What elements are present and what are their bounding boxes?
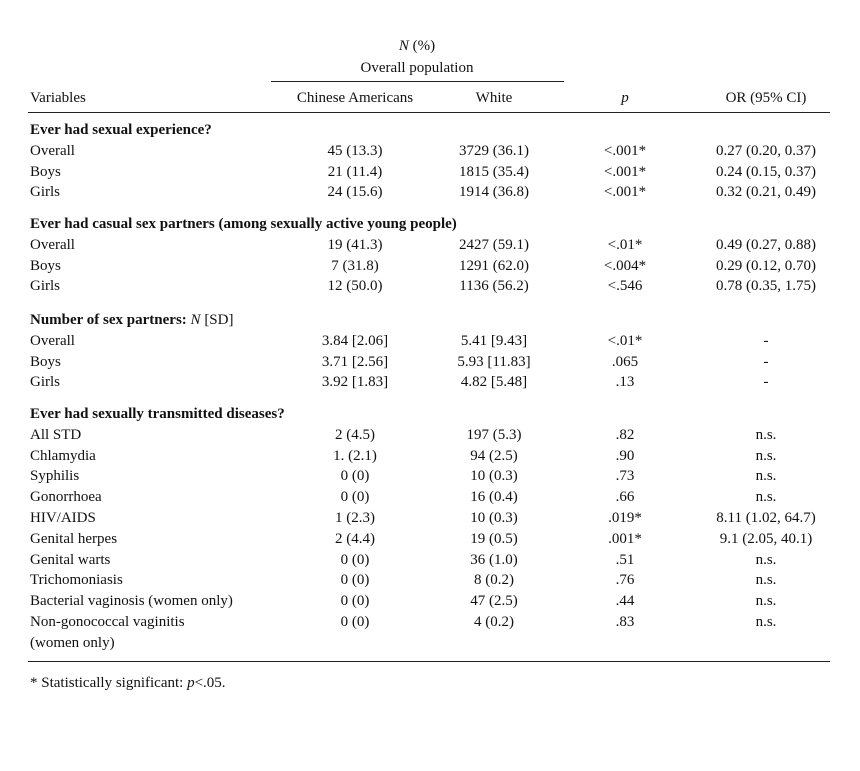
cell-or: n.s. (755, 572, 777, 589)
cell-chinese: 24 (15.6) (327, 184, 383, 201)
cell-p: <.004* (603, 257, 647, 274)
row-label: Girls (30, 374, 60, 391)
row-label: Gonorrhoea (30, 489, 102, 506)
cell-p: .065 (611, 353, 639, 370)
cell-white: 47 (2.5) (470, 593, 518, 610)
row-label: Non-gonococcal vaginitis (30, 614, 185, 630)
section-title (30, 311, 233, 329)
cell-p: .73 (615, 468, 635, 485)
cell-or: - (763, 374, 769, 391)
cell-chinese: 0 (0) (340, 551, 370, 568)
cell-chinese: 12 (50.0) (327, 278, 383, 295)
col-header-or: OR (95% CI) (725, 90, 807, 106)
cell-or: 0.49 (0.27, 0.88) (716, 236, 816, 253)
cell-white: 5.41 [9.43] (460, 332, 528, 349)
footnote-part: p (187, 675, 195, 691)
cell-chinese: 21 (11.4) (327, 163, 383, 180)
cell-p: <.546 (607, 278, 643, 295)
row-label: Boys (30, 353, 61, 370)
cell-or: 0.32 (0.21, 0.49) (716, 184, 816, 201)
group-header-pct: (%) (408, 38, 436, 54)
table-bottom-rule (28, 661, 830, 662)
cell-p: .66 (615, 489, 635, 506)
group-header-n: N (398, 38, 409, 54)
cell-p: <.001* (603, 184, 647, 201)
cell-white: 3729 (36.1) (459, 142, 529, 159)
cell-p: .019* (608, 510, 642, 526)
group-underline (271, 81, 564, 82)
row-label: Overall (30, 332, 75, 349)
cell-p: .001* (608, 530, 642, 547)
header-underline (28, 112, 830, 113)
cell-or: n.s. (755, 447, 777, 464)
cell-white: 16 (0.4) (470, 489, 518, 506)
cell-p: .90 (615, 447, 635, 464)
cell-or: 0.29 (0.12, 0.70) (716, 257, 816, 274)
row-label: Genital herpes (30, 530, 118, 547)
group-header (399, 37, 435, 55)
col-header-variables: Variables (30, 90, 86, 106)
footnote-part: * Statistically significant: (30, 675, 188, 691)
cell-p: .82 (615, 426, 635, 443)
col-header-chinese: Chinese Americans (296, 90, 414, 106)
col-header-white: White (475, 90, 513, 106)
cell-white: 5.93 [11.83] (457, 353, 531, 370)
cell-chinese: 3.84 [2.06] (321, 332, 389, 349)
cell-white: 1291 (62.0) (459, 257, 529, 274)
section-title-part: Ever had sexually transmitted diseases? (30, 406, 285, 422)
cell-or: n.s. (755, 614, 777, 630)
cell-or: - (763, 353, 769, 370)
row-label: Trichomoniasis (30, 572, 123, 589)
row-label-continued: (women only) (30, 634, 115, 651)
footnote (30, 674, 226, 692)
cell-or: n.s. (755, 593, 777, 610)
cell-chinese: 0 (0) (340, 614, 370, 630)
cell-white: 1914 (36.8) (459, 184, 529, 201)
section-title (30, 405, 285, 423)
row-label: Boys (30, 257, 61, 274)
footnote-part: <.05. (194, 675, 226, 691)
row-label: Chlamydia (30, 447, 96, 464)
cell-or: n.s. (755, 426, 777, 443)
cell-chinese: 0 (0) (340, 489, 370, 506)
cell-white: 94 (2.5) (470, 447, 518, 464)
cell-chinese: 1 (2.3) (335, 510, 375, 526)
cell-white: 197 (5.3) (466, 426, 522, 443)
section-title-part: [SD] (200, 312, 234, 328)
row-label: Boys (30, 163, 61, 180)
cell-or: 0.27 (0.20, 0.37) (716, 142, 816, 159)
row-label: Bacterial vaginosis (women only) (30, 593, 233, 610)
cell-chinese: 7 (31.8) (331, 257, 379, 274)
cell-chinese: 0 (0) (340, 468, 370, 485)
row-label: All STD (30, 426, 82, 443)
cell-white: 1136 (56.2) (459, 278, 529, 295)
section-title-part: Number of sex partners: (30, 312, 191, 328)
cell-chinese: 3.71 [2.56] (321, 353, 389, 370)
cell-chinese: 2 (4.5) (335, 426, 375, 443)
cell-or: - (763, 332, 769, 349)
row-label: Genital warts (30, 551, 111, 568)
cell-or: 0.24 (0.15, 0.37) (716, 163, 816, 180)
section-title (30, 215, 457, 233)
cell-white: 36 (1.0) (470, 551, 518, 568)
cell-white: 4 (0.2) (474, 614, 514, 630)
group-subheader: Overall population (360, 60, 474, 76)
cell-or: n.s. (755, 468, 777, 485)
cell-p: <.01* (607, 332, 643, 349)
row-label: HIV/AIDS (30, 510, 96, 526)
row-label: Overall (30, 236, 75, 253)
section-title-part: N (190, 312, 201, 328)
row-label: Syphilis (30, 468, 80, 485)
cell-white: 10 (0.3) (470, 468, 518, 485)
row-label: Girls (30, 184, 60, 201)
cell-p: .51 (615, 551, 635, 568)
cell-or: 0.78 (0.35, 1.75) (716, 278, 816, 295)
cell-white: 8 (0.2) (474, 572, 514, 589)
cell-p: <.001* (603, 163, 647, 180)
cell-p: .44 (615, 593, 635, 610)
cell-p: .13 (615, 374, 635, 391)
row-label: Overall (30, 142, 75, 159)
col-header-p: p (621, 90, 629, 106)
cell-white: 10 (0.3) (470, 510, 518, 526)
section-title-part: Ever had casual sex partners (among sexually active young people) (30, 216, 457, 232)
cell-white: 19 (0.5) (470, 530, 518, 547)
section-title (30, 121, 212, 139)
cell-chinese: 0 (0) (340, 593, 370, 610)
cell-chinese: 19 (41.3) (327, 236, 383, 253)
cell-p: .83 (615, 614, 635, 630)
cell-or: n.s. (755, 551, 777, 568)
cell-or: 9.1 (2.05, 40.1) (719, 530, 813, 547)
cell-chinese: 45 (13.3) (327, 142, 383, 159)
cell-white: 1815 (35.4) (459, 163, 529, 180)
cell-p: <.01* (607, 236, 643, 253)
cell-p: .76 (615, 572, 635, 589)
section-title-part: Ever had sexual experience? (30, 122, 212, 138)
cell-chinese: 0 (0) (340, 572, 370, 589)
cell-or: 8.11 (1.02, 64.7) (716, 510, 816, 526)
cell-white: 2427 (59.1) (459, 236, 529, 253)
cell-chinese: 2 (4.4) (335, 530, 375, 547)
cell-or: n.s. (755, 489, 777, 506)
cell-chinese: 1. (2.1) (333, 447, 377, 464)
row-label: Girls (30, 278, 60, 295)
cell-chinese: 3.92 [1.83] (321, 374, 389, 391)
cell-p: <.001* (603, 142, 647, 159)
cell-white: 4.82 [5.48] (460, 374, 528, 391)
